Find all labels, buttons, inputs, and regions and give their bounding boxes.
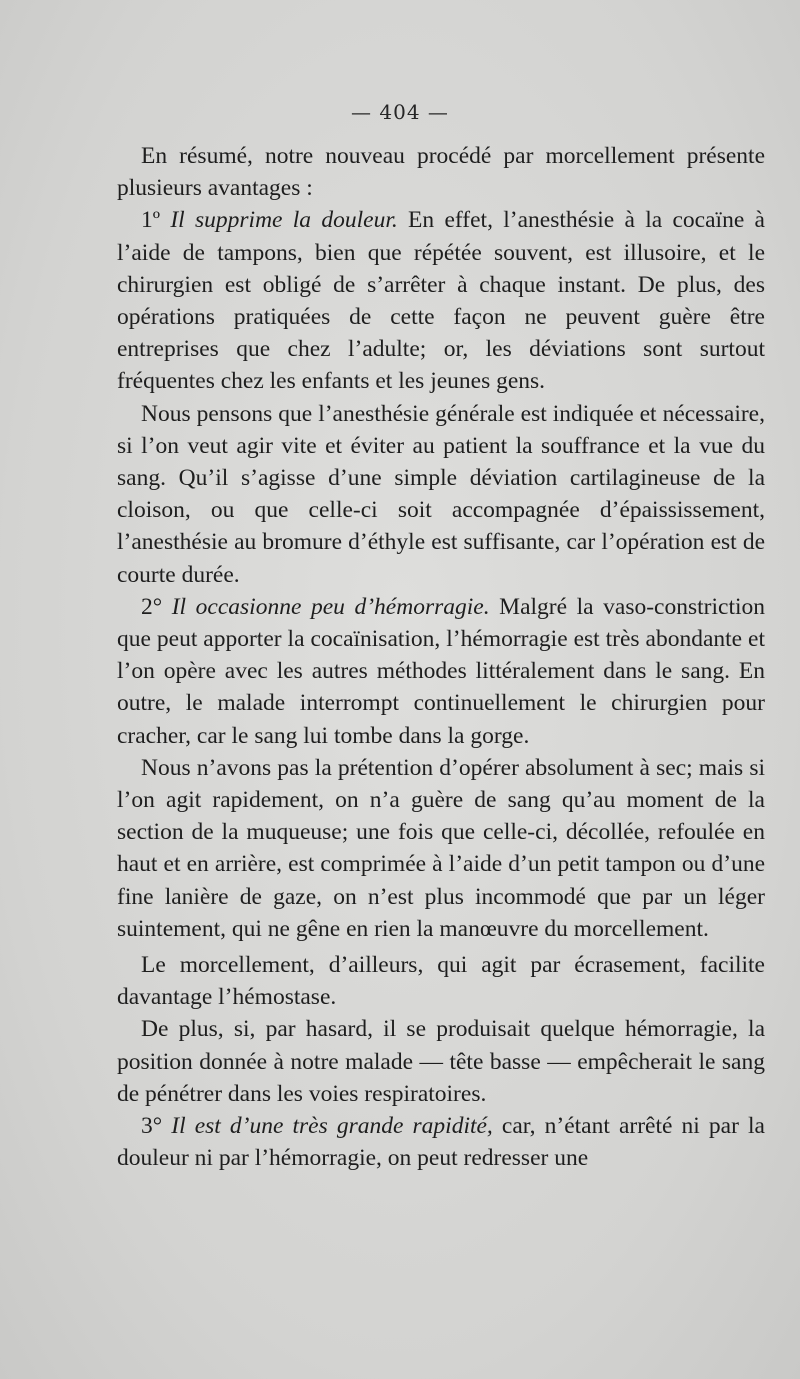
paragraph-text: En résumé, notre nouveau procédé par morcellement présente plusieurs avantages : bbox=[117, 143, 765, 202]
paragraph bbox=[117, 1110, 765, 1174]
paragraph-text: 1º bbox=[141, 207, 171, 234]
italic-heading-text: Il est d’une très grande rapidité, bbox=[171, 1113, 493, 1140]
paragraph-text: 2° bbox=[141, 593, 172, 620]
paragraph-text: Nous n’avons pas la prétention d’opérer absolument à sec; mais si l’on agit rapidement, on n’a guère de sang qu’au moment de la section de la muqueuse; une fois que celle-ci, décollée, refoulée en haut et en arrière, est comprimée à l’aide d’un petit tampon ou d’une fine lanière de gaze, on n’est plus incommodé que par un léger suintement, qui ne gêne en rien la manœuvre du morcellement. bbox=[117, 754, 765, 942]
paragraph-text: car, n’étant arrêté ni par la douleur ni par l’hémorragie, on peut redresser une bbox=[117, 1113, 765, 1172]
paragraph-text: Malgré la vaso-constriction que peut apporter la cocaïnisation, l’hémorragie est très abondante et l’on opère avec les autres méthodes littéralement dans le sang. En outre, le malade interrompt continuellement le chirurgien pour cracher, car le sang lui tombe dans la gorge. bbox=[117, 593, 766, 749]
paragraph-text: En effet, l’anesthésie à la cocaïne à l’aide de tampons, bien que répétée souvent, est illusoire, et le chirurgien est obligé de s’arrêter à chaque instant. De plus, des opérations pratiquées de cette façon ne peuvent guère être entreprises que chez l’adulte; or, les déviations sont surtout fréquentes chez les enfants et les jeunes gens. bbox=[117, 207, 765, 395]
paragraph-text: 3° bbox=[141, 1113, 172, 1140]
italic-heading-text: Il supprime la douleur. bbox=[170, 207, 398, 234]
paragraph bbox=[117, 591, 765, 752]
paragraph bbox=[117, 398, 765, 591]
paragraph bbox=[117, 949, 765, 1013]
paragraph-text: De plus, si, par hasard, il se produisait quelque hémorragie, la position donnée à notre malade — tête basse — empêcherait le sang de pénétrer dans les voies respiratoires. bbox=[117, 1016, 765, 1107]
paragraph-text: Le morcellement, d’ailleurs, qui agit par écrasement, facilite davantage l’hémostase. bbox=[117, 952, 765, 1011]
body-text bbox=[117, 140, 765, 1175]
page-number: — 404 — bbox=[351, 100, 449, 124]
paragraph bbox=[117, 1013, 765, 1110]
paragraph-text: Nous pensons que l’anesthésie générale est indiquée et nécessaire, si l’on veut agir vite et éviter au patient la souffrance et la vue du sang. Qu’il s’agisse d’une simple déviation cartilagineuse de la cloison, ou que celle-ci soit accompagnée d’épaississement, l’anesthésie au bromure d’éthyle est suffisante, car l’opération est de courte durée. bbox=[117, 400, 765, 588]
paragraph bbox=[117, 204, 765, 397]
paragraph bbox=[117, 140, 765, 204]
paragraph bbox=[117, 752, 765, 945]
italic-heading-text: Il occasionne peu d’hémorragie. bbox=[171, 593, 490, 620]
